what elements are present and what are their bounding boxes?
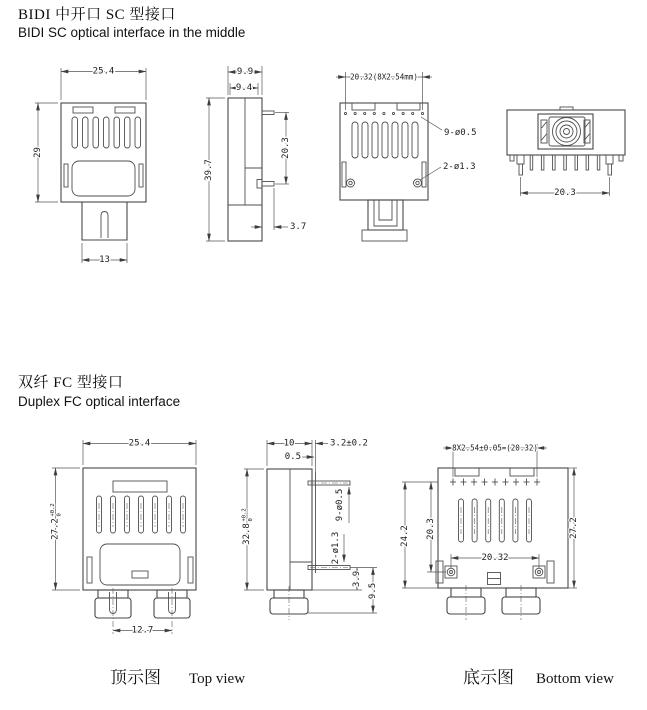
dim-fc-ferrule-pitch: 12.7 [131, 625, 154, 636]
fc-pin-crosses [450, 479, 540, 486]
fc-section-title-zh: 双纤 FC 型接口 [18, 375, 124, 391]
dim-fc-pinrow-to-screw: 20.3 [426, 518, 436, 540]
fc-section-title-en: Duplex FC optical interface [18, 394, 181, 409]
note-fc-hole-diameter: 2-ø1.3 [331, 531, 341, 565]
dim-sc-top-height: 29 [33, 147, 43, 158]
note-sc-hole-diameter: 2-ø1.3 [443, 162, 476, 172]
fc-bottom-view-figure [400, 444, 579, 621]
dim-fc-pin-to-base: 3.9 [352, 570, 362, 588]
dim-fc-side-height-group [242, 508, 255, 545]
fc-side-view-figure [242, 439, 379, 621]
bottom-view-caption-zh: 底示图 [463, 668, 514, 687]
dim-fc-top-height-group [50, 503, 63, 540]
dim-fc-screw-span: 20.32 [481, 553, 509, 563]
dim-fc-plate-gap: 0.5 [284, 452, 301, 462]
dim-sc-top-width: 25.4 [92, 66, 115, 77]
dim-fc-side-height: 32.8 [242, 523, 252, 545]
dim-fc-top-height-tol-plus: +0.2 [50, 503, 56, 517]
dim-sc-stem-width: 13 [99, 255, 110, 265]
dim-sc-side-depth-outer: 9.9 [236, 67, 254, 77]
dim-sc-post-span: 20.3 [554, 188, 576, 198]
top-view-caption-en: Top view [189, 671, 246, 687]
sc-top-view-figure [33, 67, 146, 266]
note-sc-pin-diameter: 9-ø0.5 [444, 128, 477, 138]
dim-fc-base-to-nut: 9.5 [368, 582, 378, 600]
dim-fc-bottom-height: 27.2 [569, 517, 579, 539]
sc-section-title-en: BIDI SC optical interface in the middle [18, 25, 246, 40]
note-fc-pin-diameter: 9-ø0.5 [335, 488, 345, 522]
dim-fc-pin-pitch: 8X2.54±0.05=(20.32) [452, 443, 538, 453]
sc-bottom-view-figure [336, 72, 477, 241]
sc-pin-dots [344, 112, 423, 114]
bottom-view-caption [463, 663, 614, 688]
top-view-caption [110, 663, 245, 688]
dim-sc-pin-pitch: 20.32(8X2.54mm) [350, 72, 418, 82]
dim-fc-top-height: 27.2 [50, 518, 61, 540]
bottom-view-caption-en: Bottom view [536, 671, 614, 687]
sc-front-view-figure [507, 107, 625, 198]
fc-top-view-figure [50, 439, 196, 636]
sc-side-view-figure [204, 66, 306, 241]
dim-sc-side-depth-inner: 9.4 [235, 83, 253, 93]
dim-fc-pinrow-to-bottom: 24.2 [400, 525, 410, 547]
sc-section-title-zh: BIDI 中开口 SC 型接口 [18, 7, 176, 23]
dim-fc-side-height-tol-plus: +0.2 [241, 508, 248, 522]
dim-fc-top-height-tol-minus: 0 [56, 513, 63, 517]
dim-sc-side-pin-span: 20.3 [281, 137, 291, 159]
dim-sc-side-pin-offset: 3.7 [290, 222, 307, 232]
dim-fc-side-depth: 10 [283, 438, 295, 449]
dim-fc-top-width: 25.4 [128, 438, 151, 449]
top-view-caption-zh: 顶示图 [110, 668, 161, 687]
dim-fc-pin-length: 3.2±0.2 [330, 438, 368, 449]
dim-fc-side-height-tol-minus: 0 [248, 518, 254, 522]
dim-sc-side-height: 39.7 [204, 159, 214, 181]
